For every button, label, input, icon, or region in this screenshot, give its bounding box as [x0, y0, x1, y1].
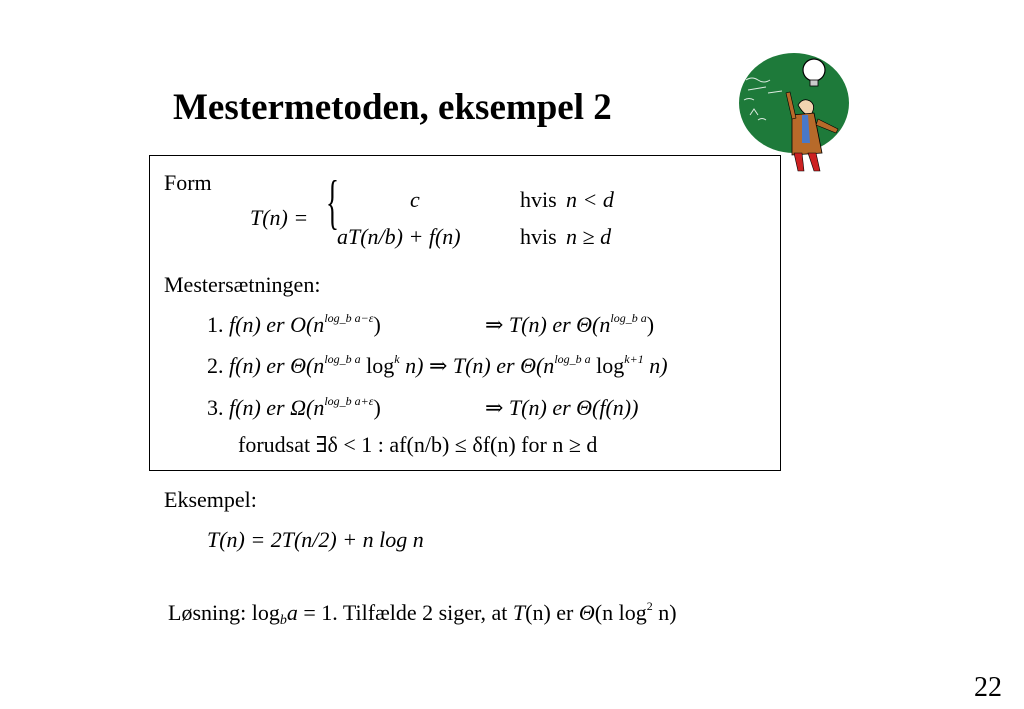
case2-expr: aT(n/b) + f(n): [337, 224, 461, 249]
example-formula: T(n) = 2T(n/2) + n log n: [207, 527, 424, 552]
case-3: 3. f(n) er $\Omega(n^{log\_b a+\varepsilon})$: [207, 394, 381, 420]
case1-cond-word: hvis: [520, 187, 557, 212]
case1-cond: n < d: [566, 187, 614, 212]
page-number: 22: [974, 672, 1002, 703]
case2-cond: n ≥ d: [566, 224, 612, 249]
example-label: Eksempel:: [164, 487, 257, 512]
solution-text: Løsning: $\log_ba = 1$. Tilfælde 2 siger, at T(n) er Θ(n $\log^2 n$): [168, 599, 677, 628]
case2-cond-word: hvis: [520, 224, 557, 249]
case1-expr: c: [410, 187, 420, 212]
slide-title: Mestermetoden, eksempel 2: [173, 87, 612, 128]
recurrence-lhs: T(n) =: [250, 205, 309, 230]
theorem-label: Mestersætningen:: [164, 272, 321, 297]
regularity-condition: forudsat ∃δ < 1 : af(n/b) ≤ δf(n) for n ≥ d: [238, 432, 598, 457]
case-2: 2. f(n) er $\Theta(n^{log\_b a}$ $\log^k n$) ⇒ T(n) er $\Theta(n^{log\_b a}$ $\log^{k+1} n$): [207, 352, 668, 378]
case-1-result: ⇒ T(n) er $\Theta(n^{log\_b a})$: [485, 311, 655, 337]
brace-symbol: {: [326, 169, 339, 235]
case-1: 1. f(n) er $O(n^{log\_b a-\varepsilon})$: [207, 311, 381, 337]
case-3-result: ⇒ T(n) er Θ(f(n)): [485, 395, 639, 420]
form-label: Form: [164, 170, 212, 195]
